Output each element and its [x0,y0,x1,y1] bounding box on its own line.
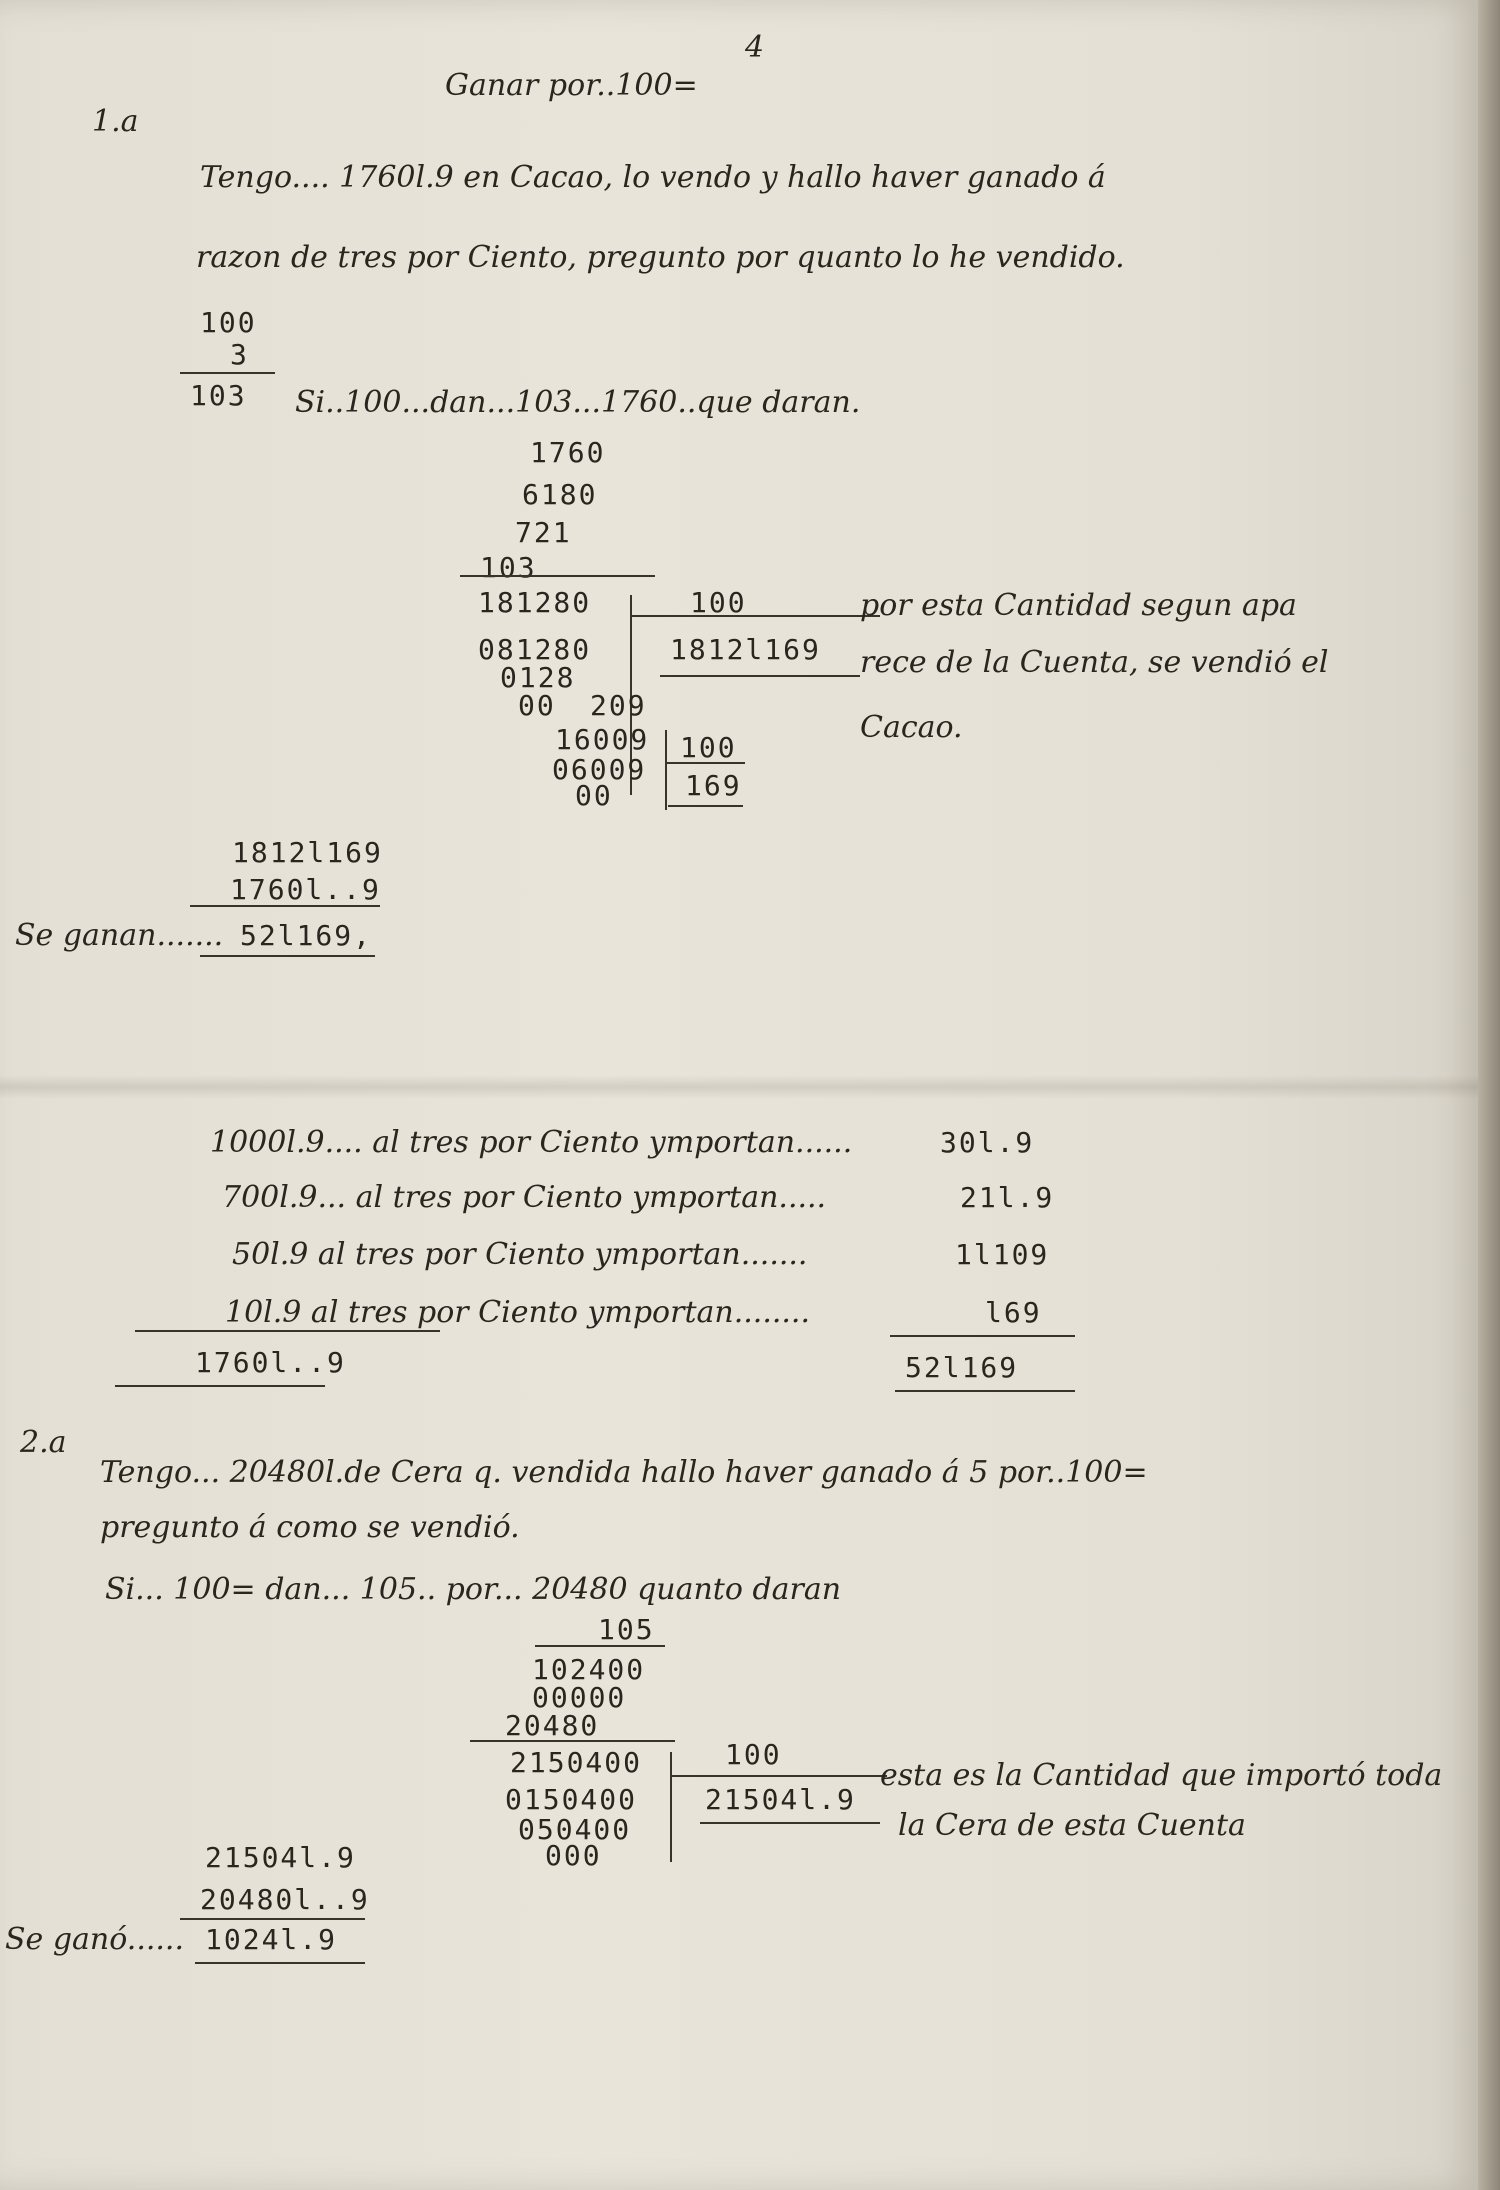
division-2-row: 050400 [518,1813,632,1846]
mult-1-p1: 6180 [522,478,598,511]
problem-2-rule-of-three: Si... 100= dan... 105.. por... 20480 quanto daran [105,1572,842,1607]
sum-rule [180,372,275,374]
mult-1-p2: 721 [515,516,572,549]
division-1-row: 081280 [478,633,592,666]
problem-2-line-2: pregunto á como se vendió. [100,1510,520,1545]
check-1-underline [200,955,375,957]
check-1-b: 1760l..9 [230,873,381,906]
sum-b: 3 [230,338,249,371]
breakdown-row-value: l69 [985,1296,1042,1329]
mult-2-product: 2150400 [510,1746,643,1779]
check-2-rule [180,1918,365,1920]
sum-total: 103 [190,379,247,412]
check-1-label: Se ganan....... [15,918,224,953]
division-2-quotient: 21504l.9 [705,1783,856,1816]
check-2-label: Se ganó...... [5,1922,185,1957]
mult-1-rule [460,575,655,577]
sum-a: 100 [200,306,257,339]
division-1-sub-bracket [665,730,667,810]
division-1-row: 0128 [500,661,576,694]
division-2-quotient-rule [700,1822,880,1824]
problem-1-note-line: Cacao. [860,710,963,745]
breakdown-row-text: 1000l.9.... al tres por Ciento ymportan...... [210,1125,853,1160]
breakdown-total-left: 1760l..9 [195,1346,346,1379]
division-1-divisor-2: 100 [680,731,737,764]
problem-2-line-1: Tengo... 20480l.de Cera q. vendida hallo haver ganado á 5 por..100= [100,1455,1148,1490]
division-2-row: 000 [545,1839,602,1872]
page-fold [0,1075,1480,1099]
problem-1-note-line: rece de la Cuenta, se vendió el [860,645,1329,680]
division-1-row: 00 [575,779,613,812]
mult-1-product: 181280 [478,586,592,619]
mult-1-m1: 1760 [530,436,606,469]
mult-1-p3: 103 [480,551,537,584]
division-1-quotient-rule [660,675,860,677]
division-1-remainder: 209 [590,689,647,722]
breakdown-row-text: 700l.9... al tres por Ciento ymportan..... [222,1180,827,1215]
problem-1-rule-of-three: Si..100...dan...103...1760..que daran. [295,385,861,420]
breakdown-rule-left [135,1330,440,1332]
division-1-row: 16009 [555,723,650,756]
breakdown-total-left-underline [115,1385,325,1387]
breakdown-row-value: 21l.9 [960,1181,1055,1214]
problem-1-line-2: razon de tres por Ciento, pregunto por quanto lo he vendido. [196,240,1125,275]
division-2-rule [672,1775,887,1777]
check-2-a: 21504l.9 [205,1841,356,1874]
division-1-sub-rule-2 [668,805,743,807]
breakdown-row-value: 30l.9 [940,1126,1035,1159]
division-1-rule [630,615,880,617]
check-1-result: 52l169, [240,919,373,952]
problem-1-note-line: por esta Cantidad segun apa [860,588,1297,623]
page-edge [1478,0,1500,2190]
division-1-sub-rule [665,762,745,764]
division-2-divisor: 100 [725,1738,782,1771]
mult-2-p3: 20480 [505,1709,600,1742]
mult-2-p2: 00000 [532,1681,627,1714]
check-2-underline [195,1962,365,1964]
mult-2-m: 105 [598,1613,655,1646]
breakdown-row-text: 10l.9 al tres por Ciento ymportan........ [225,1295,810,1330]
check-1-rule [190,905,380,907]
breakdown-row-value: 1l109 [955,1238,1050,1271]
page-title: Ganar por..100= [445,68,698,103]
division-1-quotient: 1812l169 [670,633,821,666]
check-2-result: 1024l.9 [205,1923,338,1956]
division-2-bracket [670,1752,672,1862]
mult-2-rule-top [535,1645,665,1647]
check-1-a: 1812l169 [232,836,383,869]
division-1-row: 06009 [552,753,647,786]
problem-2-marker: 2.a [20,1425,67,1460]
problem-2-note-line: esta es la Cantidad que importó toda [880,1758,1443,1793]
breakdown-row-text: 50l.9 al tres por Ciento ymportan....... [232,1237,808,1272]
breakdown-total-right: 52l169 [905,1351,1019,1384]
problem-2-note-line: la Cera de esta Cuenta [898,1808,1246,1843]
division-2-row: 0150400 [505,1783,638,1816]
breakdown-total-right-underline [895,1390,1075,1392]
problem-1-marker: 1.a [92,104,139,139]
division-1-row: 00 [518,689,556,722]
mult-2-rule [470,1740,675,1742]
division-1-quotient-2: 169 [685,769,742,802]
page-number: 4 [745,30,765,65]
breakdown-rule-right [890,1335,1075,1337]
problem-1-line-1: Tengo.... 1760l.9 en Cacao, lo vendo y hallo haver ganado á [200,160,1106,195]
check-2-b: 20480l..9 [200,1883,370,1916]
mult-2-p1: 102400 [532,1653,646,1686]
division-1-divisor: 100 [690,586,747,619]
